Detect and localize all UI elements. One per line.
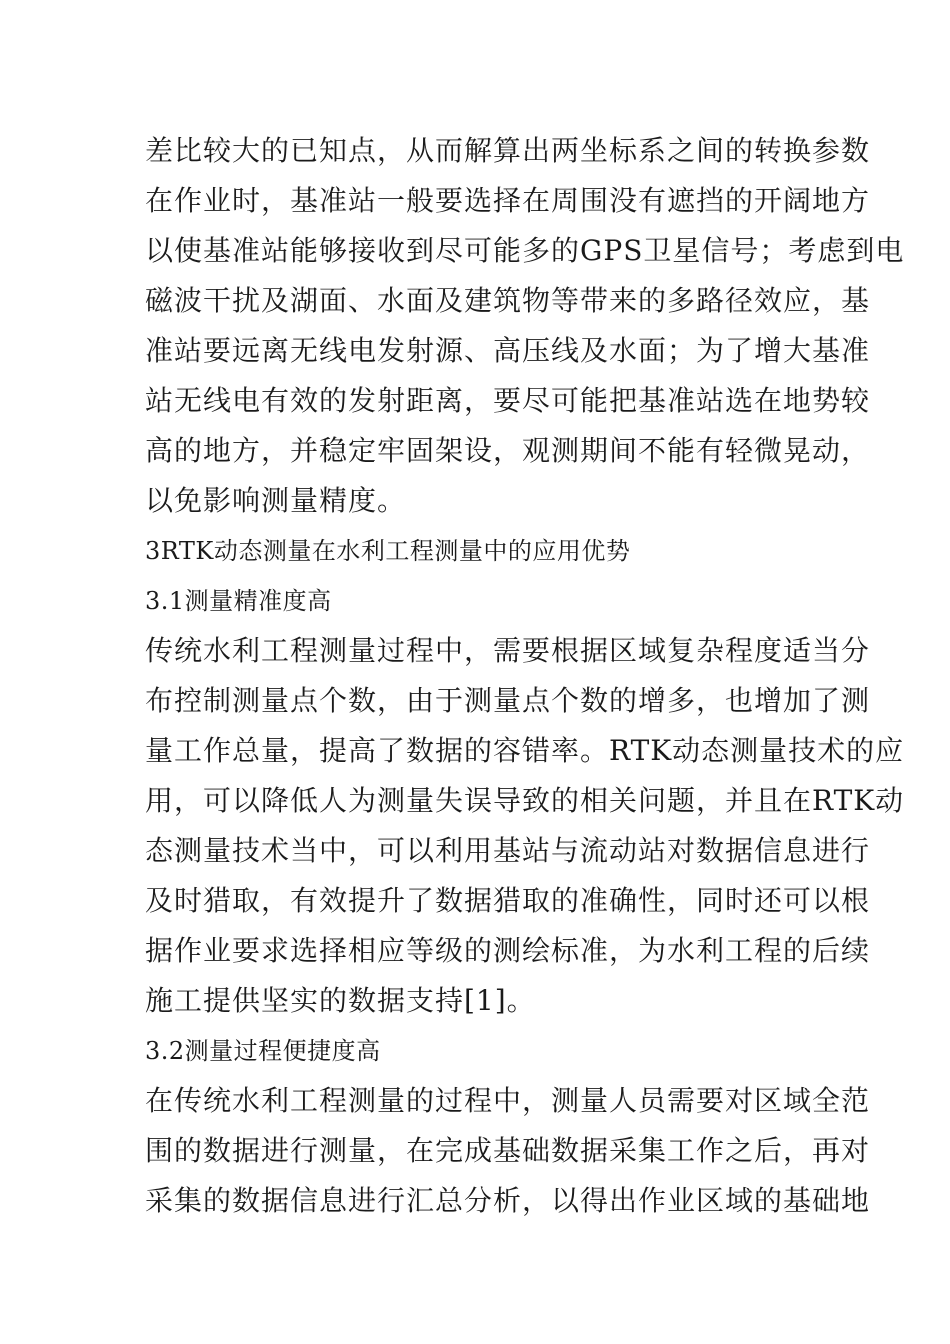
- subsection-heading: 3.2测量过程便捷度高: [145, 1037, 381, 1065]
- text-line: 以使基准站能够接收到尽可能多的GPS卫星信号；考虑到电: [145, 234, 905, 267]
- text-line: 磁波干扰及湖面、水面及建筑物等带来的多路径效应，基: [145, 284, 871, 317]
- text-line: 及时猎取，有效提升了数据猎取的准确性，同时还可以根: [145, 884, 871, 917]
- text-line: 施工提供坚实的数据支持[1]。: [145, 984, 536, 1017]
- text-line: 据作业要求选择相应等级的测绘标准，为水利工程的后续: [145, 934, 871, 967]
- text-line: 差比较大的已知点，从而解算出两坐标系之间的转换参数: [145, 134, 871, 167]
- section-heading: 3RTK动态测量在水利工程测量中的应用优势: [145, 537, 631, 565]
- text-line: 站无线电有效的发射距离，要尽可能把基准站选在地势较: [145, 384, 871, 417]
- text-line: 采集的数据信息进行汇总分析，以得出作业区域的基础地: [145, 1184, 871, 1217]
- text-line: 态测量技术当中，可以利用基站与流动站对数据信息进行: [145, 834, 871, 867]
- text-line: 在传统水利工程测量的过程中，测量人员需要对区域全范: [145, 1084, 871, 1117]
- subsection-heading: 3.1测量精准度高: [145, 587, 332, 615]
- text-line: 用，可以降低人为测量失误导致的相关问题，并且在RTK动: [145, 784, 905, 817]
- text-line: 围的数据进行测量，在完成基础数据采集工作之后，再对: [145, 1134, 871, 1167]
- text-line: 布控制测量点个数，由于测量点个数的增多，也增加了测: [145, 684, 871, 717]
- text-line: 传统水利工程测量过程中，需要根据区域复杂程度适当分: [145, 634, 871, 667]
- text-line: 量工作总量，提高了数据的容错率。RTK动态测量技术的应: [145, 734, 905, 767]
- text-line: 在作业时，基准站一般要选择在周围没有遮挡的开阔地方: [145, 184, 871, 217]
- text-line: 准站要远离无线电发射源、高压线及水面；为了增大基准: [145, 334, 871, 367]
- text-line: 高的地方，并稳定牢固架设，观测期间不能有轻微晃动，: [145, 434, 871, 467]
- text-line: 以免影响测量精度。: [145, 484, 407, 517]
